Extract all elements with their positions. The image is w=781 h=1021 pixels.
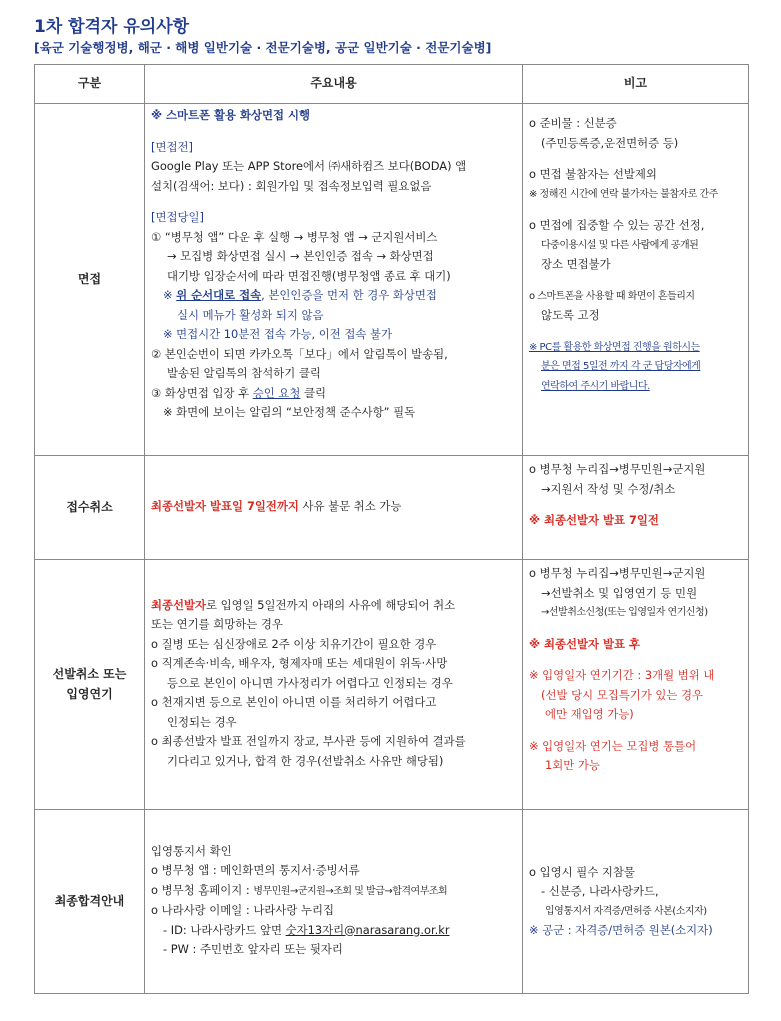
cancel-rest: 사유 불문 취소 가능 bbox=[298, 498, 402, 513]
postpone-remark-2: ※ 최종선발자 발표 후 bbox=[529, 636, 640, 651]
postpone-intro-2: 또는 연기를 희망하는 경우 bbox=[151, 617, 283, 632]
header-category: 구분 bbox=[35, 65, 145, 104]
remark-4b: 않도록 고정 bbox=[541, 308, 600, 322]
page-title: 1차 합격자 유의사항 bbox=[34, 17, 190, 37]
table-header-row bbox=[35, 65, 749, 104]
postpone-intro-red: 최종선발자 bbox=[151, 597, 207, 612]
postpone-item-4b: 기다리고 있거나, 합격 한 경우(선발취소 사유만 해당됨) bbox=[167, 753, 444, 768]
final-item-2-pre: o 병무청 홈페이지 : bbox=[151, 882, 254, 897]
interview-note-3: ※ 화면에 보이는 알림의 “보안정책 준수사항” 필독 bbox=[163, 405, 416, 419]
cancel-remark-1b: →지원서 작성 및 수정/취소 bbox=[541, 481, 676, 496]
postpone-remark-3c: 에만 재입영 가능) bbox=[545, 707, 634, 721]
interview-headline: ※ 스마트폰 활용 화상면접 시행 bbox=[151, 108, 310, 122]
cancel-main bbox=[151, 497, 516, 517]
interview-step-3 bbox=[151, 384, 516, 404]
postpone-intro-1 bbox=[151, 596, 516, 616]
interview-step-2b: 발송된 알림톡의 참석하기 클릭 bbox=[167, 366, 321, 380]
final-item-5: - PW : 주민번호 앞자리 또는 뒷자리 bbox=[163, 942, 343, 956]
postpone-remark-4b: 1회만 가능 bbox=[545, 758, 600, 772]
final-item-1: o 병무청 앱 : 메인화면의 통지서·증빙서류 bbox=[151, 863, 360, 877]
row-label-interview: 면접 bbox=[35, 104, 145, 456]
table-row-interview bbox=[35, 104, 749, 456]
remark-5b: 분은 면접 5일전 까지 각 군 담당자에게 bbox=[541, 361, 701, 372]
note-mark: ※ bbox=[163, 288, 177, 302]
step-3-post: 클릭 bbox=[300, 385, 326, 400]
row-label-final: 최종합격안내 bbox=[35, 810, 145, 994]
postpone-remark-3b: (선발 당시 모집특기가 있는 경우 bbox=[541, 687, 703, 702]
interview-step-1c: 대기방 입장순서에 따라 면접진행(병무청앱 종료 후 대기) bbox=[167, 268, 451, 283]
interview-step-2a: ② 본인순번이 되면 카카오톡「보다」에서 알림톡이 발송됨, bbox=[151, 346, 448, 361]
postpone-content bbox=[145, 560, 523, 810]
interview-pre-line-2: 설치(검색어: 보다) : 회원가입 및 접속정보입력 필요없음 bbox=[151, 178, 432, 193]
final-item-2-path: 병무민원→군지원→조회 및 발급→합격여부조회 bbox=[253, 885, 448, 897]
row-label-cancel: 접수취소 bbox=[35, 456, 145, 560]
final-remark-2: - 신분증, 나라사랑카드, bbox=[541, 884, 659, 898]
final-remark-3: 입영통지서 자격증/면허증 사본(소지자) bbox=[545, 905, 707, 917]
interview-day-label: [면접당일] bbox=[151, 210, 204, 224]
postpone-item-3a: o 천재지변 등으로 본인이 아니면 이를 처리하기 어렵다고 bbox=[151, 695, 437, 710]
remark-5c: 연락하여 주시기 바랍니다. bbox=[541, 380, 650, 392]
interview-note-1b: 실시 메뉴가 활성화 되지 않음 bbox=[177, 307, 324, 322]
cancel-remark-2: ※ 최종선발자 발표 7일전 bbox=[529, 513, 659, 527]
postpone-remark-3a: ※ 입영일자 연기기간 : 3개월 범위 내 bbox=[529, 668, 715, 682]
remark-3c: 장소 면접불가 bbox=[541, 257, 611, 271]
interview-step-1a: ① “병무청 앱” 다운 후 실행 → 병무청 앱 → 군지원서비스 bbox=[151, 229, 438, 244]
cancel-remark-1a: o 병무청 누리집→병무민원→군지원 bbox=[529, 462, 706, 476]
postpone-label-1: 선발취소 또는 bbox=[52, 667, 127, 681]
note-rest: , 본인인증을 먼저 한 경우 화상면접 bbox=[261, 288, 437, 302]
cancel-content bbox=[145, 456, 523, 560]
remark-1b: (주민등록증,운전면허증 등) bbox=[541, 135, 679, 150]
interview-pre-line-1: Google Play 또는 APP Store에서 ㈜새하컴즈 보다(BODA) 앱 bbox=[151, 159, 467, 173]
page-subtitle: [육군 기술행정병, 해군 · 해병 일반기술 · 전문기술병, 공군 일반기술 · 전문기술병] bbox=[34, 40, 492, 55]
cancel-deadline: 최종선발자 발표일 7일전까지 bbox=[151, 498, 299, 513]
remark-1a: o 준비물 : 신분증 bbox=[529, 116, 617, 130]
postpone-item-4a: o 최종선발자 발표 전일까지 장교, 부사관 등에 지원하여 결과를 bbox=[151, 734, 466, 749]
final-remarks bbox=[523, 810, 749, 994]
table-row-final bbox=[35, 810, 749, 994]
order-link: 위 순서대로 접속 bbox=[176, 288, 262, 302]
postpone-remarks bbox=[523, 560, 749, 810]
remark-2a: o 면접 불참자는 선발제외 bbox=[529, 167, 657, 181]
remark-3b: 다중이용시설 및 다른 사람에게 공개된 bbox=[541, 239, 699, 251]
row-label-postpone bbox=[35, 560, 145, 810]
remark-3a: o 면접에 집중할 수 있는 공간 선정, bbox=[529, 218, 705, 232]
final-head: 입영통지서 확인 bbox=[151, 843, 232, 858]
postpone-remark-4a: ※ 입영일자 연기는 모집병 통틀어 bbox=[529, 738, 697, 753]
final-content bbox=[145, 810, 523, 994]
postpone-intro-rest: 로 입영일 5일전까지 아래의 사유에 해당되어 취소 bbox=[206, 597, 456, 612]
final-item-4-pre: - ID: 나라사랑카드 앞면 bbox=[163, 922, 286, 937]
header-remarks: 비고 bbox=[523, 65, 749, 104]
notice-table bbox=[34, 64, 749, 994]
final-item-2 bbox=[151, 881, 516, 902]
interview-remarks bbox=[523, 104, 749, 456]
step-3-pre: ③ 화상면접 입장 후 bbox=[151, 385, 253, 400]
approval-request-link: 승인 요청 bbox=[252, 385, 301, 400]
final-item-3: o 나라사랑 이메일 : 나라사랑 누리집 bbox=[151, 903, 334, 917]
postpone-item-1: o 질병 또는 심신장애로 2주 이상 치유기간이 필요한 경우 bbox=[151, 636, 437, 651]
interview-pre-label: [면접전] bbox=[151, 139, 193, 154]
postpone-remark-1c: →선발취소신청(또는 입영일자 연기신청) bbox=[541, 607, 708, 618]
email-link[interactable]: 숫자13자리@narasarang.or.kr bbox=[285, 922, 450, 937]
final-remark-1: o 입영시 필수 지참물 bbox=[529, 864, 635, 879]
postpone-label-2: 입영연기 bbox=[66, 686, 113, 701]
interview-note-2: ※ 면접시간 10분전 접속 가능, 이전 접속 불가 bbox=[163, 327, 393, 341]
header-content: 주요내용 bbox=[145, 65, 523, 104]
interview-note-1a bbox=[151, 286, 516, 306]
postpone-item-3b: 인정되는 경우 bbox=[167, 714, 237, 729]
cancel-remarks bbox=[523, 456, 749, 560]
table-row-postpone bbox=[35, 560, 749, 810]
final-item-4 bbox=[151, 921, 516, 941]
interview-step-1b: → 모집병 화상면접 실시 → 본인인증 접속 → 화상면접 bbox=[167, 249, 434, 263]
remark-4a: o 스마트폰을 사용할 때 화면이 흔들리지 bbox=[529, 290, 695, 302]
interview-content bbox=[145, 104, 523, 456]
remark-2b: ※ 정해진 시간에 연락 불가자는 불참자로 간주 bbox=[529, 188, 718, 200]
table-row-cancel bbox=[35, 456, 749, 560]
postpone-remark-1a: o 병무청 누리집→병무민원→군지원 bbox=[529, 566, 706, 580]
final-remark-4: ※ 공군 : 자격증/면허증 원본(소지자) bbox=[529, 923, 713, 937]
remark-5a: ※ PC를 활용한 화상면접 진행을 원하시는 bbox=[529, 341, 700, 353]
postpone-item-2b: 등으로 본인이 아니면 가사정리가 어렵다고 인정되는 경우 bbox=[167, 675, 453, 690]
postpone-remark-1b: →선발취소 및 입영연기 등 민원 bbox=[541, 585, 698, 600]
postpone-item-2a: o 직계존속·비속, 배우자, 형제자매 또는 세대원이 위독·사망 bbox=[151, 656, 448, 671]
